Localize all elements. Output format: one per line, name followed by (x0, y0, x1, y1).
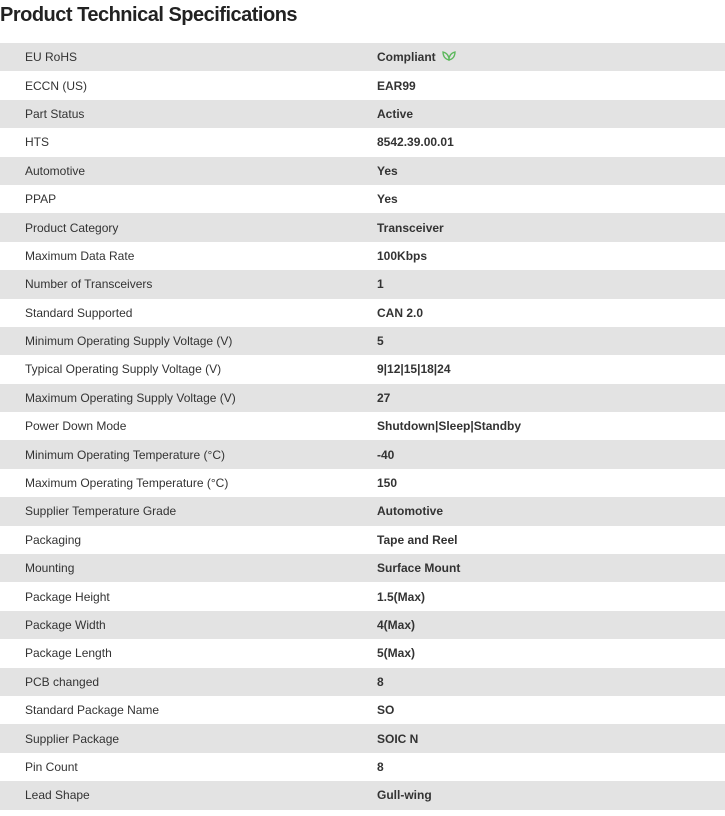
spec-value: Compliant (377, 50, 436, 65)
table-row (0, 696, 725, 724)
table-row (0, 668, 725, 696)
table-row (0, 639, 725, 667)
spec-label: Package Height (25, 589, 110, 604)
spec-label: Power Down Mode (25, 419, 127, 434)
spec-value: CAN 2.0 (377, 305, 424, 320)
spec-value: Shutdown|Sleep|Standby (377, 419, 522, 434)
spec-value-cell (377, 639, 725, 667)
table-row (0, 384, 725, 412)
table-row (0, 270, 725, 298)
table-row (0, 242, 725, 270)
table-row (0, 185, 725, 213)
table-row (0, 554, 725, 582)
spec-label: Mounting (25, 561, 75, 576)
spec-value-cell (377, 242, 725, 270)
spec-value: 100Kbps (377, 248, 428, 263)
spec-value-cell (377, 43, 725, 71)
spec-value-cell (377, 270, 725, 298)
spec-value-cell (377, 696, 725, 724)
spec-value: Automotive (377, 504, 443, 519)
spec-value-cell (377, 582, 725, 610)
page-title: Product Technical Specifications (0, 4, 298, 26)
spec-label: Minimum Operating Supply Voltage (V) (25, 334, 233, 349)
table-row (0, 781, 725, 809)
spec-label: ECCN (US) (25, 78, 87, 93)
spec-value-cell (377, 611, 725, 639)
table-row (0, 128, 725, 156)
table-row (0, 327, 725, 355)
spec-value-cell (377, 412, 725, 440)
spec-label: Maximum Operating Temperature (°C) (25, 476, 229, 491)
table-row (0, 753, 725, 781)
spec-label: Minimum Operating Temperature (°C) (25, 447, 225, 462)
spec-label: Supplier Temperature Grade (25, 504, 177, 519)
table-row (0, 299, 725, 327)
spec-value: 150 (377, 476, 398, 491)
table-row (0, 213, 725, 241)
spec-value: EAR99 (377, 78, 416, 93)
spec-value: 9|12|15|18|24 (377, 362, 451, 377)
spec-value-cell (377, 157, 725, 185)
spec-value-cell (377, 668, 725, 696)
spec-value-cell (377, 128, 725, 156)
spec-value-cell (377, 554, 725, 582)
spec-value: Gull-wing (377, 788, 432, 803)
spec-label: EU RoHS (25, 50, 78, 65)
spec-value: Yes (377, 163, 398, 178)
spec-value-cell (377, 71, 725, 99)
table-row (0, 582, 725, 610)
spec-label: Standard Supported (25, 305, 133, 320)
spec-value: 5 (377, 334, 384, 349)
spec-value-cell (377, 753, 725, 781)
spec-label: Product Category (25, 220, 119, 235)
spec-value: Transceiver (377, 220, 444, 235)
spec-label: Maximum Data Rate (25, 248, 135, 263)
spec-value-cell (377, 213, 725, 241)
spec-label: HTS (25, 135, 49, 150)
table-row (0, 526, 725, 554)
spec-label: Number of Transceivers (25, 277, 153, 292)
specifications-table (0, 43, 725, 810)
spec-value: SO (377, 703, 395, 718)
spec-value: Active (377, 106, 414, 121)
spec-value-cell (377, 781, 725, 809)
spec-value-cell (377, 299, 725, 327)
spec-label: Typical Operating Supply Voltage (V) (25, 362, 222, 377)
spec-value: 4(Max) (377, 618, 416, 632)
spec-value-cell (377, 355, 725, 383)
spec-label: Maximum Operating Supply Voltage (V) (25, 390, 236, 405)
table-row (0, 497, 725, 525)
spec-label: Automotive (25, 163, 86, 178)
spec-label: Package Width (25, 618, 106, 632)
spec-label: Packaging (25, 532, 82, 547)
table-row (0, 157, 725, 185)
spec-value: 8 (377, 759, 384, 774)
spec-value: 8 (377, 674, 384, 689)
spec-value: 1 (377, 277, 384, 292)
table-row (0, 71, 725, 99)
spec-value-cell (377, 469, 725, 497)
spec-value: SOIC N (377, 731, 419, 746)
spec-value: 5(Max) (377, 646, 416, 661)
spec-value: -40 (377, 447, 395, 462)
table-row (0, 355, 725, 383)
spec-label: PPAP (25, 192, 57, 207)
spec-value: Surface Mount (377, 561, 461, 576)
spec-value-cell (377, 497, 725, 525)
table-row (0, 43, 725, 71)
spec-value: 1.5(Max) (377, 589, 426, 604)
leaf-icon (442, 50, 456, 64)
spec-value-cell (377, 440, 725, 468)
table-row (0, 611, 725, 639)
spec-label: Standard Package Name (25, 703, 160, 718)
spec-label: Lead Shape (25, 788, 90, 803)
spec-value-cell (377, 384, 725, 412)
spec-label: Supplier Package (25, 731, 120, 746)
table-row (0, 469, 725, 497)
spec-value-cell (377, 724, 725, 752)
spec-label: PCB changed (25, 674, 100, 689)
spec-value-cell (377, 100, 725, 128)
table-row (0, 412, 725, 440)
spec-value: Tape and Reel (377, 532, 458, 547)
spec-value-cell (377, 327, 725, 355)
spec-value: 8542.39.00.01 (377, 135, 454, 150)
spec-value-cell (377, 526, 725, 554)
table-row (0, 724, 725, 752)
specifications-table-body (0, 43, 725, 810)
spec-label: Pin Count (25, 759, 78, 774)
spec-value: 27 (377, 390, 391, 405)
spec-label: Package Length (25, 646, 112, 661)
spec-value-cell (377, 185, 725, 213)
spec-label: Part Status (25, 106, 85, 121)
table-row (0, 440, 725, 468)
spec-value: Yes (377, 192, 398, 207)
table-row (0, 100, 725, 128)
